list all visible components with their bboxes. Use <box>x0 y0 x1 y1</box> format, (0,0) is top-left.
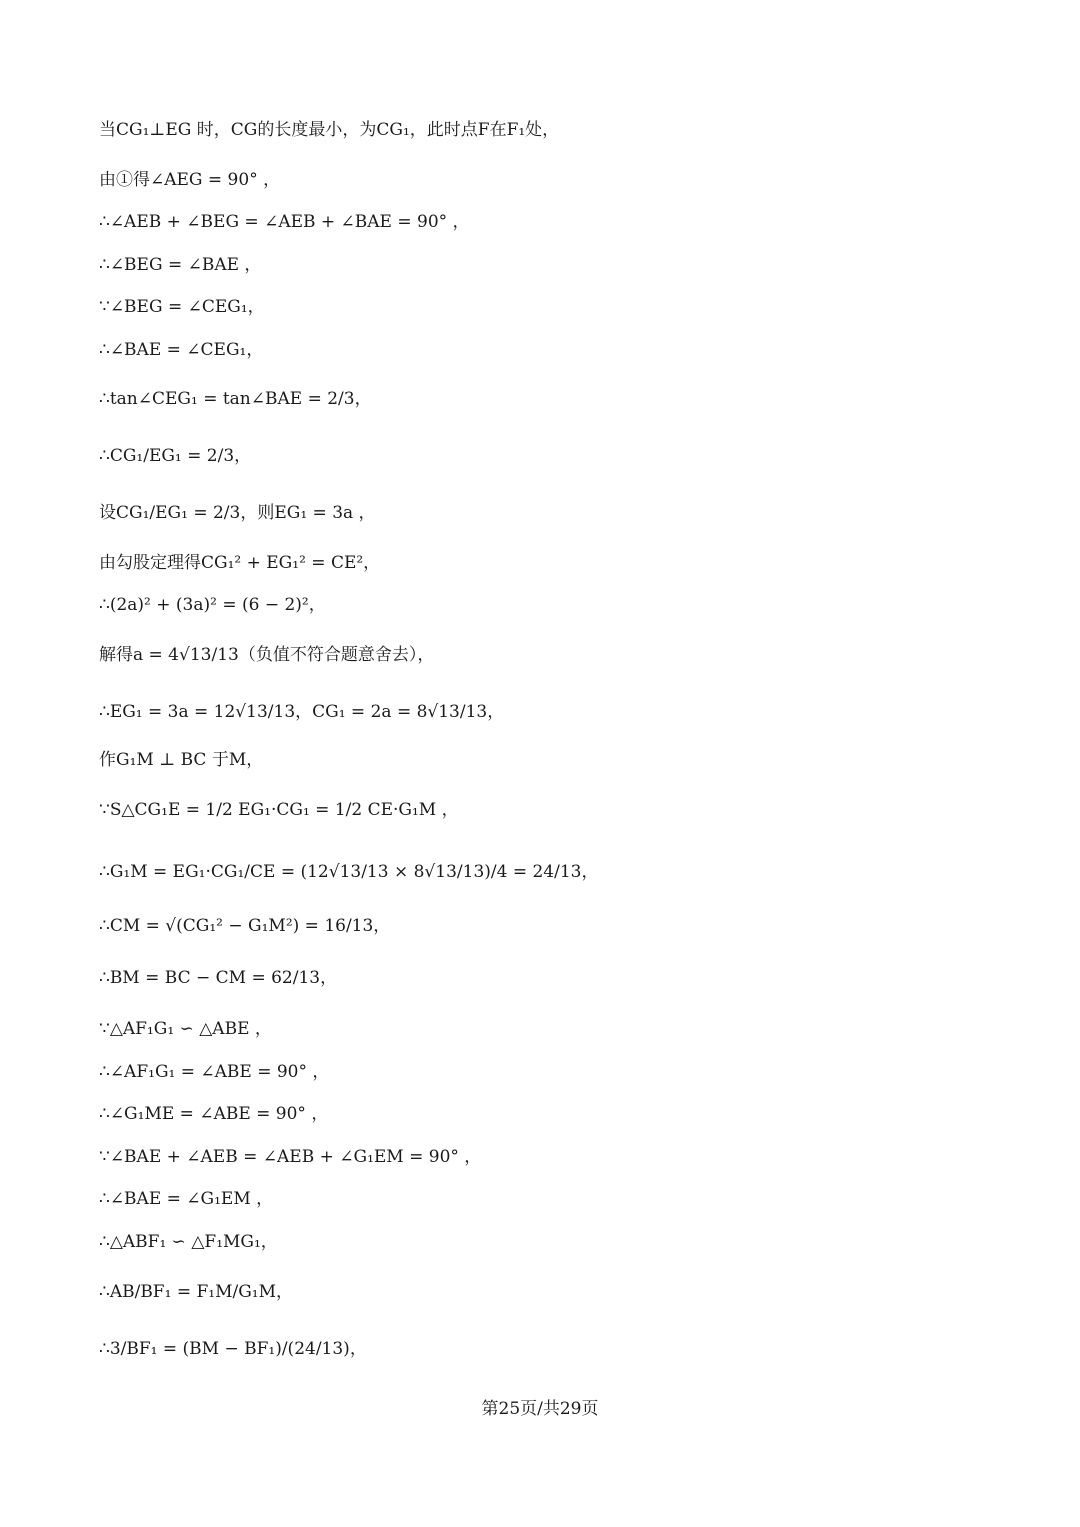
line-26: ∴3/BF₁ = (BM − BF₁)/(24/13)， <box>99 1339 367 1359</box>
line-2: 由①得∠AEG = 90° ， <box>99 170 281 190</box>
line-17: ∴CM = √(CG₁² − G₁M²) = 16/13， <box>99 916 391 936</box>
line-14: 作G₁M ⊥ BC 于M， <box>99 750 264 770</box>
line-20: ∴∠AF₁G₁ = ∠ABE = 90° ， <box>99 1062 330 1082</box>
line-24: ∴△ABF₁ ∽ △F₁MG₁， <box>99 1232 278 1252</box>
line-5: ∵∠BEG = ∠CEG₁， <box>99 297 265 317</box>
line-15: ∵S△CG₁E = 1/2 EG₁·CG₁ = 1/2 CE·G₁M ， <box>99 800 459 820</box>
line-7: ∴tan∠CEG₁ = tan∠BAE = 2/3， <box>99 389 372 409</box>
line-10: 由勾股定理得CG₁² + EG₁² = CE²， <box>99 553 381 573</box>
page-footer: 第25页/共29页 <box>481 1399 599 1419</box>
line-19: ∵△AF₁G₁ ∽ △ABE ， <box>99 1019 272 1039</box>
line-25: ∴AB/BF₁ = F₁M/G₁M， <box>99 1282 294 1302</box>
line-6: ∴∠BAE = ∠CEG₁， <box>99 340 264 360</box>
line-4: ∴∠BEG = ∠BAE ， <box>99 255 262 275</box>
line-16: ∴G₁M = EG₁·CG₁/CE = (12√13/13 × 8√13/13)/4 = 24/13， <box>99 862 599 882</box>
line-13: ∴EG₁ = 3a = 12√13/13，CG₁ = 2a = 8√13/13， <box>99 702 505 722</box>
line-18: ∴BM = BC − CM = 62/13， <box>99 968 338 988</box>
line-22: ∵∠BAE + ∠AEB = ∠AEB + ∠G₁EM = 90° ， <box>99 1147 482 1167</box>
line-12: 解得a = 4√13/13（负值不符合题意舍去）， <box>99 645 435 665</box>
line-3: ∴∠AEB + ∠BEG = ∠AEB + ∠BAE = 90° ， <box>99 212 470 232</box>
line-1: 当CG₁⊥EG 时，CG的长度最小，为CG₁，此时点F在F₁处， <box>99 120 560 140</box>
line-23: ∴∠BAE = ∠G₁EM ， <box>99 1189 274 1209</box>
line-9: 设CG₁/EG₁ = 2/3，则EG₁ = 3a ， <box>99 503 376 523</box>
line-8: ∴CG₁/EG₁ = 2/3， <box>99 446 252 466</box>
line-21: ∴∠G₁ME = ∠ABE = 90° ， <box>99 1104 329 1124</box>
line-11: ∴(2a)² + (3a)² = (6 − 2)²， <box>99 595 326 615</box>
